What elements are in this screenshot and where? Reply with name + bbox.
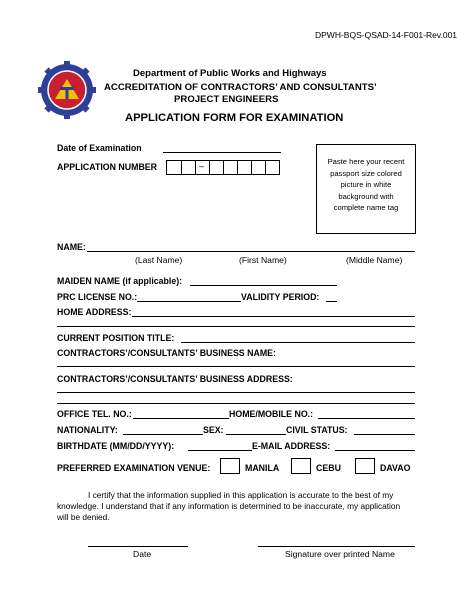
- venue-cebu-label: CEBU: [316, 463, 341, 473]
- app-number-divider: [251, 161, 252, 174]
- app-number-divider: [195, 161, 196, 174]
- app-number-divider: [181, 161, 182, 174]
- current-position-label: CURRENT POSITION TITLE:: [57, 333, 175, 343]
- birthdate-label: BIRTHDATE (MM/DD/YYYY):: [57, 441, 175, 451]
- first-name-caption: (First Name): [239, 255, 287, 265]
- app-number-divider: [209, 161, 210, 174]
- app-number-divider: [265, 161, 266, 174]
- home-address-line2[interactable]: [57, 326, 415, 327]
- email-line[interactable]: [335, 450, 415, 451]
- nationality-label: NATIONALITY:: [57, 425, 118, 435]
- certification-line1: I certify that the information supplied in this application is accurate to the best of my: [88, 490, 394, 500]
- application-number-label: APPLICATION NUMBER: [57, 162, 158, 172]
- office-tel-label: OFFICE TEL. NO.:: [57, 409, 132, 419]
- sex-line[interactable]: [226, 434, 286, 435]
- home-mobile-line[interactable]: [318, 418, 415, 419]
- name-line[interactable]: [87, 251, 415, 252]
- birthdate-line[interactable]: [188, 450, 252, 451]
- photo-instruction-line2: passport size colored: [330, 168, 402, 178]
- certification-line2: knowledge. I understand that if any information is determined to be inaccurate, my application: [57, 501, 401, 511]
- middle-name-caption: (Middle Name): [346, 255, 403, 265]
- venue-manila-checkbox[interactable]: [220, 458, 240, 474]
- form-title: APPLICATION FORM FOR EXAMINATION: [125, 112, 344, 124]
- name-label: NAME:: [57, 242, 86, 252]
- date-signature-line[interactable]: [88, 546, 188, 547]
- current-position-line[interactable]: [181, 342, 415, 343]
- date-of-examination-label: Date of Examination: [57, 143, 142, 153]
- app-number-divider: [223, 161, 224, 174]
- last-name-caption: (Last Name): [135, 255, 183, 265]
- dpwh-logo: [38, 61, 96, 119]
- home-mobile-label: HOME/MOBILE NO.:: [229, 409, 314, 419]
- email-label: E-MAIL ADDRESS:: [252, 441, 331, 451]
- validity-period-line[interactable]: [326, 301, 337, 302]
- preferred-venue-label: PREFERRED EXAMINATION VENUE:: [57, 463, 211, 473]
- certification-line3: will be denied.: [57, 512, 110, 522]
- civil-status-label: CIVIL STATUS:: [286, 425, 348, 435]
- prc-license-label: PRC LICENSE NO.:: [57, 292, 138, 302]
- office-tel-line[interactable]: [133, 418, 229, 419]
- business-name-line[interactable]: [57, 366, 415, 367]
- application-number-boxes[interactable]: [166, 160, 280, 175]
- form-code: DPWH-BQS-QSAD-14-F001-Rev.001: [315, 30, 458, 40]
- validity-period-label: VALIDITY PERIOD:: [241, 292, 320, 302]
- maiden-name-label: MAIDEN NAME (if applicable):: [57, 276, 183, 286]
- business-address-line2[interactable]: [57, 403, 415, 404]
- header-title-line1: ACCREDITATION OF CONTRACTORS’ AND CONSULTANTS’: [104, 82, 377, 93]
- department-name: Department of Public Works and Highways: [133, 68, 327, 79]
- business-address-line1[interactable]: [57, 392, 415, 393]
- business-name-label: CONTRACTORS’/CONSULTANTS’ BUSINESS NAME:: [57, 348, 276, 358]
- date-of-examination-line[interactable]: [163, 152, 281, 153]
- venue-davao-label: DAVAO: [380, 463, 411, 473]
- photo-instruction-line1: Paste here your recent: [327, 157, 405, 166]
- home-address-line1[interactable]: [132, 316, 415, 317]
- header-title-line2: PROJECT ENGINEERS: [174, 94, 279, 105]
- signature-caption: Signature over printed Name: [285, 549, 395, 559]
- photo-instruction-line5: complete name tag: [333, 203, 399, 213]
- home-address-label: HOME ADDRESS:: [57, 307, 132, 317]
- sex-label: SEX:: [203, 425, 224, 435]
- app-number-dash: –: [199, 161, 205, 171]
- business-address-label: CONTRACTORS’/CONSULTANTS’ BUSINESS ADDRESS:: [57, 374, 293, 384]
- app-number-divider: [237, 161, 238, 174]
- civil-status-line[interactable]: [354, 434, 415, 435]
- venue-manila-label: MANILA: [245, 463, 280, 473]
- photo-box[interactable]: [316, 144, 416, 234]
- nationality-line[interactable]: [123, 434, 203, 435]
- maiden-name-line[interactable]: [190, 285, 337, 286]
- photo-instruction-line4: background with: [338, 191, 394, 201]
- photo-instruction-line3: picture in white: [340, 180, 392, 190]
- venue-cebu-checkbox[interactable]: [291, 458, 311, 474]
- signature-line[interactable]: [258, 546, 415, 547]
- date-caption: Date: [133, 549, 152, 559]
- prc-license-line[interactable]: [137, 301, 241, 302]
- dpwh-logo-gear-icon: [38, 61, 96, 119]
- venue-davao-checkbox[interactable]: [355, 458, 375, 474]
